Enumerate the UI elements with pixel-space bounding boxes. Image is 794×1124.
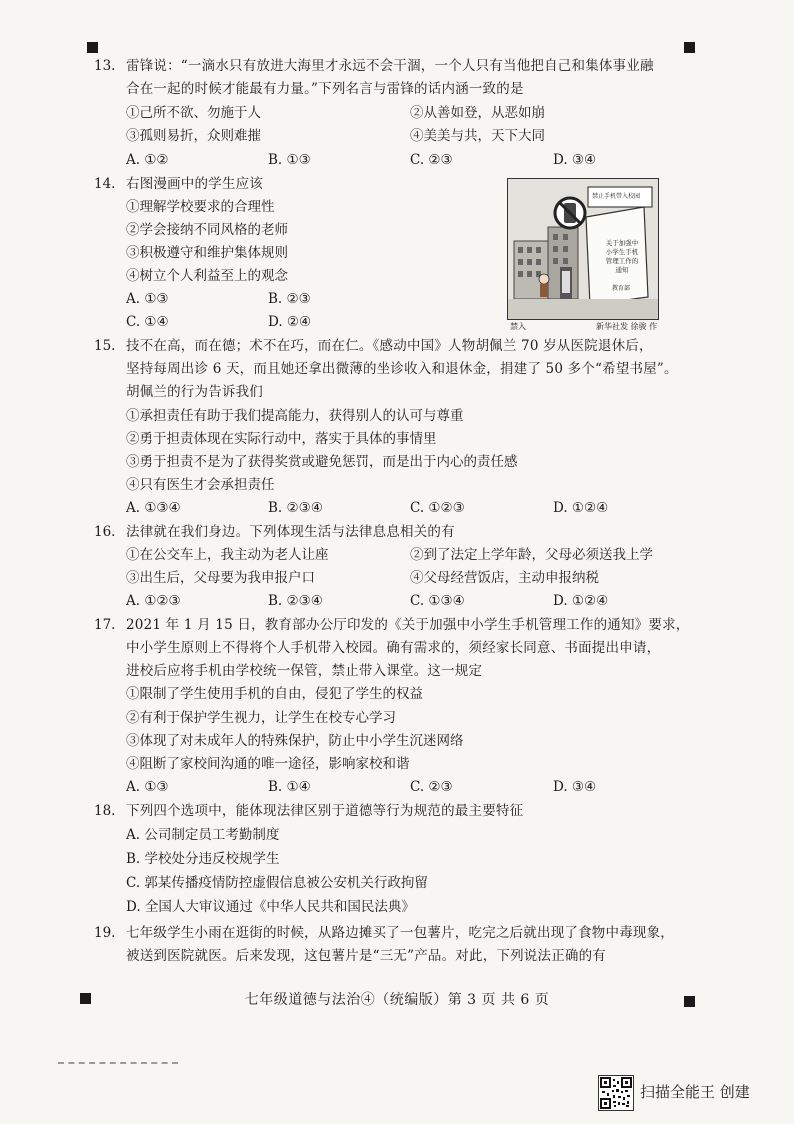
question-stem: 合在一起的时候才能最有力量。”下列名言与雷锋的话内涵一致的是 (126, 81, 524, 97)
answer-option: D. ③④ (553, 779, 597, 795)
cartoon-caption: 禁入 (510, 322, 526, 331)
answer-option: B. ②③ (268, 291, 311, 307)
answer-option: C. 郭某传播疫情防控虚假信息被公安机关行政拘留 (126, 875, 428, 891)
answer-option: B. ②③④ (268, 593, 323, 609)
corner-mark-top-right (684, 42, 695, 53)
statement-item: ②学会接纳不同风格的老师 (126, 222, 288, 238)
answer-option: A. ①③ (126, 291, 169, 307)
answer-option: C. ①②③ (410, 500, 465, 516)
statement-item: ②勇于担责体现在实际行动中，落实于具体的事情里 (126, 431, 437, 447)
cartoon-credit: 新华社发 徐骏 作 (596, 322, 658, 331)
cartoon-sign-text: 禁止手机带入校园 (592, 193, 641, 200)
question-stem: 坚持每周出诊 6 天，而且她还拿出微薄的坐诊收入和退休金，捐建了 50 多个“希望书屋”。 (126, 361, 678, 377)
statement-item: ②从善如登，从恶如崩 (410, 105, 545, 121)
answer-option: A. ①③④ (126, 500, 181, 516)
question-stem: 被送到医院就医。后来发现，这包薯片是“三无”产品。对此，下列说法正确的有 (126, 948, 607, 964)
statement-item: ①承担责任有助于我们提高能力，获得别人的认可与尊重 (126, 408, 464, 424)
answer-option: B. ①③ (268, 152, 311, 168)
question-stem: 技不在高，而在德；术不在巧，而在仁。《感动中国》人物胡佩兰 70 岁从医院退休后， (126, 338, 653, 354)
answer-option: A. ①②③ (126, 593, 181, 609)
statement-item: ③积极遵守和维护集体规则 (126, 245, 288, 261)
answer-option: B. ①④ (268, 779, 311, 795)
question-stem: 雷锋说：“一滴水只有放进大海里才永远不会干涸，一个人只有当他把自己和集体事业融 (126, 58, 654, 74)
answer-option: B. 学校处分违反校规学生 (126, 851, 280, 867)
statement-item: ①己所不欲、勿施于人 (126, 105, 261, 121)
question-stem: 胡佩兰的行为告诉我们 (126, 384, 263, 400)
answer-option: A. 公司制定员工考勤制度 (126, 827, 280, 843)
statement-item: ④树立个人利益至上的观念 (126, 268, 288, 284)
scanner-watermark: 扫描全能王 创建 (640, 1083, 750, 1101)
answer-option: B. ②③④ (268, 500, 323, 516)
question-stem: 法律就在我们身边。下列体现生活与法律息息相关的有 (126, 524, 455, 540)
question-stem: 2021 年 1 月 15 日，教育部办公厅印发的《关于加强中小学生手机管理工作的通知》要求， (126, 617, 690, 633)
statement-item: ③体现了对未成年人的特殊保护，防止中小学生沉迷网络 (126, 733, 464, 749)
question-stem: 七年级学生小雨在逛街的时候，从路边摊买了一包薯片，吃完之后就出现了食物中毒现象， (126, 925, 674, 941)
statement-item: ③孤则易折，众则难摧 (126, 128, 261, 144)
page-footer: 七年级道德与法治④（统编版）第 3 页 共 6 页 (244, 992, 550, 1008)
answer-option: C. ②③ (410, 152, 453, 168)
statement-item: ③勇于担责不是为了获得奖赏或避免惩罚，而是出于内心的责任感 (126, 454, 518, 470)
statement-item: ①在公交车上，我主动为老人让座 (126, 547, 329, 563)
statement-item: ②有利于保护学生视力，让学生在校专心学习 (126, 710, 396, 726)
statement-item: ④阻断了家校间沟通的唯一途径，影响家校和谐 (126, 756, 410, 772)
statement-item: ①限制了学生使用手机的自由，侵犯了学生的权益 (126, 686, 423, 702)
answer-option: D. ①②④ (553, 500, 609, 516)
statement-item: ④美美与共，天下大同 (410, 128, 545, 144)
answer-option: C. ①③④ (410, 593, 465, 609)
question-number: 19. (94, 925, 116, 941)
statement-item: ④只有医生才会承担责任 (126, 477, 275, 493)
question-number: 14. (94, 176, 116, 192)
cartoon-image (507, 178, 659, 320)
question-number: 13. (94, 58, 116, 74)
question-stem: 下列四个选项中，能体现法律区别于道德等行为规范的最主要特征 (126, 803, 524, 819)
answer-option: C. ①④ (126, 314, 169, 330)
question-number: 18. (94, 803, 116, 819)
statement-item: ④父母经营饭店，主动申报纳税 (410, 570, 599, 586)
statement-item: ②到了法定上学年龄，父母必须送我上学 (410, 547, 653, 563)
statement-item: ①理解学校要求的合理性 (126, 199, 275, 215)
cartoon-document-title: 关于加强中小学生手机管理工作的通知 (605, 239, 639, 274)
qr-code-icon (598, 1075, 634, 1111)
answer-option: D. ③④ (553, 152, 597, 168)
question-stem: 右图漫画中的学生应该 (126, 176, 263, 192)
answer-option: A. ①③ (126, 779, 169, 795)
question-number: 17. (94, 617, 116, 633)
corner-mark-top-left (87, 42, 98, 53)
question-number: 16. (94, 524, 116, 540)
scan-artifact-line (58, 1062, 178, 1064)
question-number: 15. (94, 338, 116, 354)
answer-option: D. ②④ (268, 314, 312, 330)
question-stem: 进校后应将手机由学校统一保管，禁止带入课堂。这一规定 (126, 663, 483, 679)
statement-item: ③出生后，父母要为我申报户口 (126, 570, 315, 586)
answer-option: D. ①②④ (553, 593, 609, 609)
answer-option: C. ②③ (410, 779, 453, 795)
answer-option: D. 全国人大审议通过《中华人民共和国民法典》 (126, 899, 415, 915)
question-stem: 中小学生原则上不得将个人手机带入校园。确有需求的，须经家长同意、书面提出申请， (126, 640, 661, 656)
answer-option: A. ①② (126, 152, 169, 168)
cartoon-document-footer: 教育部 (612, 285, 631, 292)
